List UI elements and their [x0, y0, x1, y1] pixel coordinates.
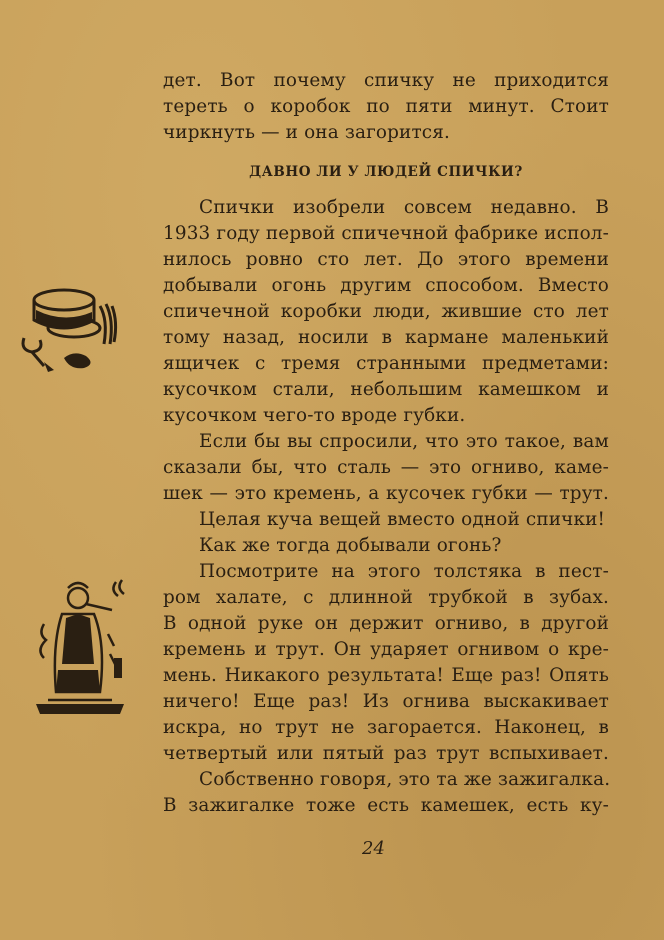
text-line: добывали огонь другим способом. Вместо [163, 275, 609, 296]
text-line: шек — это кремень, а кусочек губки — трут. [163, 483, 609, 504]
text-line: В зажигалке тоже есть камешек, есть ку- [163, 795, 609, 816]
text-line: кремень и трут. Он ударяет огнивом о кре- [163, 639, 609, 660]
text-line: ящичек с тремя странными предметами: [163, 353, 609, 374]
text-line: Как же тогда добывали огонь? [199, 535, 502, 556]
page-number: 24 [362, 838, 385, 859]
text-line: Целая куча вещей вместо одной спички! [199, 509, 606, 530]
section-heading: ДАВНО ЛИ У ЛЮДЕЙ СПИЧКИ? [249, 164, 523, 180]
text-line: кусочком стали, небольшим камешком и [163, 379, 609, 400]
text-line: тому назад, носили в кармане маленький [163, 327, 609, 348]
text-line: 1933 году первой спичечной фабрике испол- [163, 223, 609, 244]
text-line: Собственно говоря, это та же зажигалка. [199, 769, 611, 790]
text-line: дет. Вот почему спичку не приходится [163, 70, 609, 91]
text-line: четвертый или пятый раз трут вспыхивает. [163, 743, 609, 764]
text-line: ничего! Еще раз! Из огнива выскакивает [163, 691, 609, 712]
text-line: В одной руке он держит огниво, в другой [163, 613, 609, 634]
text-line: нилось ровно сто лет. До этого времени [163, 249, 609, 270]
text-line: сказали бы, что сталь — это огниво, каме- [163, 457, 609, 478]
text-line: ром халате, с длинной трубкой в зубах. [163, 587, 609, 608]
text-line: Спички изобрели совсем недавно. В [199, 197, 609, 218]
text-line: спичечной коробки люди, жившие сто лет [163, 301, 609, 322]
text-line: чиркнуть — и она загорится. [163, 122, 450, 143]
text-line: искра, но трут не загорается. Наконец, в [163, 717, 609, 738]
text-line: кусочком чего-то вроде губки. [163, 405, 466, 426]
man-with-pipe-illustration [28, 574, 132, 720]
text-line: тереть о коробок по пяти минут. Стоит [163, 96, 609, 117]
tinderbox-illustration [14, 280, 126, 376]
page-text [163, 68, 609, 819]
text-line: Посмотрите на этого толстяка в пест- [199, 561, 609, 582]
text-line: Если бы вы спросили, что это такое, вам [199, 431, 609, 452]
text-line: мень. Никакого результата! Еще раз! Опять [163, 665, 609, 686]
